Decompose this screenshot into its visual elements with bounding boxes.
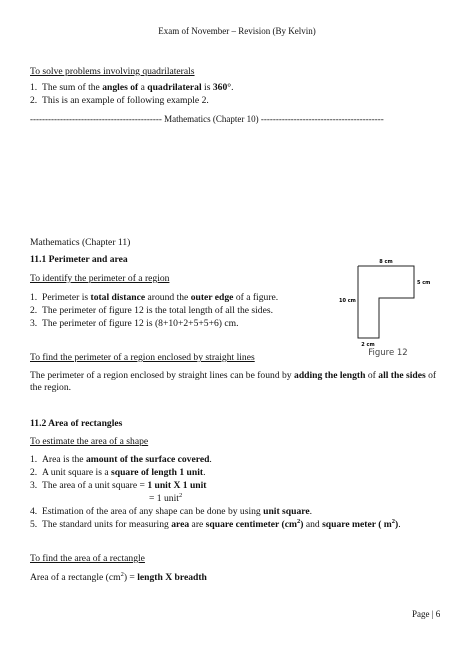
label-bottom: 2 cm [361,342,375,348]
list-item: 4. Estimation of the area of any shape can be done by using unit square. [30,506,313,517]
label-left: 10 cm [339,298,356,304]
list-item-continuation: = 1 unit$^2$ [149,492,183,504]
section-heading-11-1: 11.1 Perimeter and area [30,254,128,265]
list-item: 1. Perimeter is total distance around the outer edge of a figure. [30,292,279,303]
paragraph-enclosed: The perimeter of a region enclosed by straight lines can be found by adding the length of all the sides of the region. [30,370,437,393]
list-item: 3. The area of a unit square = 1 unit X 1 unit [30,480,207,491]
l-shape-diagram [336,256,440,360]
chapter-divider: -------------------------------------------- Mathematics (Chapter 10) ----------------------------------------- [30,114,384,124]
list-item: 3. The perimeter of figure 12 is (8+10+2+5+5+6) cm. [30,318,239,329]
heading-perimeter: To identify the perimeter of a region [30,273,170,284]
heading-enclosed-perimeter: To find the perimeter of a region enclosed by straight lines [30,352,255,363]
list-item: 5. The standard units for measuring area are square centimeter $(cm^2)$ and square meter ( $m^2$). [30,518,401,530]
figure-caption: Figure 12 [368,348,408,358]
heading-rectangle-area: To find the area of a rectangle [30,553,145,564]
page-number: Page | 6 [412,609,441,619]
chapter-title: Mathematics (Chapter 11) [30,237,131,248]
list-item: 1. The sum of the angles of a quadrilateral is 360°. [30,82,234,93]
figure-12 [336,256,440,360]
label-top: 8 cm [379,259,393,265]
list-item: 2. The perimeter of figure 12 is the total length of all the sides. [30,305,273,316]
rectangle-area-formula: Area of a rectangle $(cm^2)$ = length X breadth [30,571,207,583]
list-item: 2. This is an example of following example 2. [30,95,209,106]
heading-estimate-area: To estimate the area of a shape [30,436,149,447]
page-header: Exam of November – Revision (By Kelvin) [158,26,316,36]
section-heading-11-2: 11.2 Area of rectangles [30,418,123,429]
heading-quadrilaterals: To solve problems involving quadrilaterals [30,66,195,77]
list-item: 2. A unit square is a square of length 1 unit. [30,467,206,478]
label-right: 5 cm [417,280,431,286]
list-item: 1. Area is the amount of the surface covered. [30,454,212,465]
